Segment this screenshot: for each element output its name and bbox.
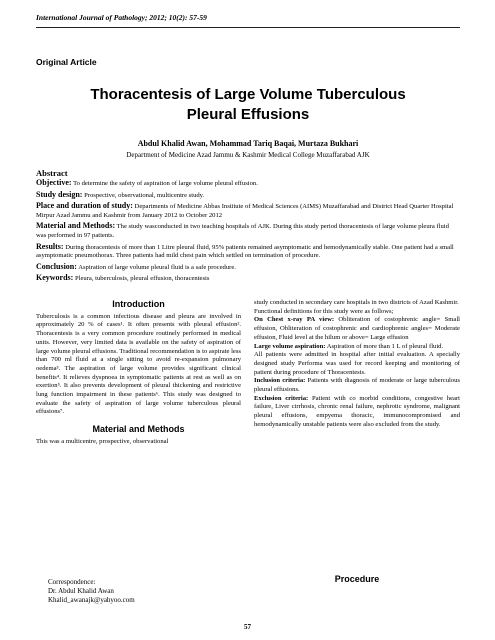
abstract-methods — [36, 222, 460, 240]
methods-heading: Material and Methods — [92, 424, 185, 435]
procedure-heading: Procedure — [334, 574, 380, 584]
introduction-heading: Introduction — [112, 299, 165, 309]
objective-label: Objective: — [36, 178, 72, 187]
introduction-text: Tuberculosis is a common infectious disease and pleura are involved in approximately 20 % of cases¹. It often presents with pleural effusion². Thoracentesis is a very common procedure routinely performed in medical units. However, very limited data is available on the safety of aspiration of large volume pleural effusions. Traditional recommendation is to aspirate less than 700 ml fluid at a single sitting to avoid re-expansion pulmonary oedema³. The aspiration of large volume provides significant clinical benefits⁴. It relieves dyspnoea in symptomatic patients at rest as well as on exertion⁵. It also prevents development of pleural thickening and restrictive lung function impairment in these patients⁶. This study was designed to evaluate the safety of aspiration of large volume tuberculous pleural effusions⁷. — [36, 312, 241, 416]
abstract-conclusion — [36, 263, 460, 273]
keywords-text: Pleura, tuberculosis, pleural effusion, thoracentesis — [73, 275, 210, 283]
abstract-results — [36, 243, 460, 261]
abstract-design — [36, 191, 460, 201]
authors: Abdul Khalid Awan, Mohammad Tariq Baqai, Murtaza Bukhari — [137, 139, 359, 148]
objective-text: To determine the safety of aspiration of large volume pleural effusion. — [71, 180, 258, 187]
design-text: Prospective, observational, multicentre study. — [82, 191, 205, 199]
correspondence-label: Correspondence: — [48, 578, 96, 586]
abstract-objective — [36, 179, 460, 189]
place-label: Place and duration of study: — [36, 201, 133, 211]
title-line-2: Pleural Effusions — [186, 106, 310, 123]
article-type: Original Article — [36, 57, 97, 67]
abstract-place — [36, 202, 460, 220]
design-label: Study design: — [36, 189, 83, 199]
keywords-label: Keywords: — [36, 273, 74, 283]
left-column — [36, 298, 241, 447]
results-label: Results: — [36, 241, 64, 251]
correspondence-email[interactable]: Khalid_awanajk@yahyoo.com — [48, 595, 135, 604]
methods-label: Material and Methods: — [36, 221, 116, 231]
right-column — [254, 299, 460, 430]
affiliation: Department of Medicine Azad Jammu & Kashmir Medical College Muzaffarabad AJK — [126, 151, 370, 159]
page-number: 57 — [244, 623, 251, 631]
large-volume-definition — [254, 343, 460, 352]
abstract-section — [36, 168, 460, 286]
results-text: During thoracentesis of more than 1 Litre pleural fluid, 95% patients remained asymptomatic and hemodynamically stable. One patient had a small asymptomatic pneumothorax. Three patients had mild chest pain which settled on termination of procedure. — [36, 243, 454, 260]
right-para-1: study conducted in secondary care hospitals in two districts of Azad Kashmir. — [254, 299, 459, 306]
chest-xray-definition — [254, 316, 460, 342]
exclusion-text: Patient with co morbid conditions, congestive heart failure, Liver cirrhosis, chronic renal failure, nephrotic syndrome, malignant pleural effusions, empyema thoracic, immunocompromised and hemodynamically unstable patients were also excluded from the study. — [254, 394, 460, 428]
large-volume-text: Aspiration of more than 1 L of pleural fluid. — [325, 342, 444, 350]
methods-text: The study wasconducted in two teaching hospitals of AJK. During this study period thoracentesis of large volume pleura fluid was performed in 97 patients. — [36, 223, 449, 239]
right-para-3: All patients were admitted in hospital after initial evaluation. A specially designed study Performa was used for record keeping and monitoring of patient during procedure of Thoracentesis. — [254, 351, 460, 376]
place-text: Departments of Medicine Abbas Institute of Medical Sciences (AIMS) Muzaffarabad and District Head Quarter Hospital Mirpur Azad Jammu and Kashmir from January 2012 to October 2012 — [36, 203, 454, 219]
exclusion-label: Exclusion criteria: — [254, 394, 309, 402]
conclusion-label: Conclusion: — [36, 261, 77, 271]
abstract-keywords — [36, 274, 460, 284]
abstract-heading: Abstract — [36, 168, 68, 178]
inclusion-label: Inclusion criteria: — [254, 377, 306, 385]
right-para-2: Functional definitions for this study were as follows; — [254, 307, 394, 315]
chest-xray-label: On Chest x-ray PA view: — [254, 316, 335, 324]
inclusion-criteria — [254, 377, 460, 394]
conclusion-text: Aspiration of large volume pleural fluid is a safe procedure. — [76, 263, 236, 271]
correspondence-block — [48, 578, 135, 604]
article-title — [36, 85, 460, 125]
inclusion-text: Patients with diagnosis of moderate or large tuberculous pleural effusions. — [254, 377, 460, 394]
methods-intro-text: This was a multicentre, prospective, observational — [36, 437, 169, 445]
chest-xray-text: Obliteration of costophrenic angle= Small effusion, Obliteration of costophrenic and cardiophrenic angles= Moderate effusion, Fluid level at the hilum or above= Large effusion — [254, 316, 461, 341]
journal-citation: International Journal of Pathology; 2012; 10(2): 57-59 — [36, 13, 207, 22]
large-volume-label: Large volume aspiration: — [254, 342, 326, 350]
exclusion-criteria — [254, 395, 460, 430]
correspondence-name: Dr. Abdul Khalid Awan — [48, 586, 114, 595]
header-rule — [36, 27, 460, 28]
title-line-1: Thoracentesis of Large Volume Tuberculous — [90, 86, 406, 103]
